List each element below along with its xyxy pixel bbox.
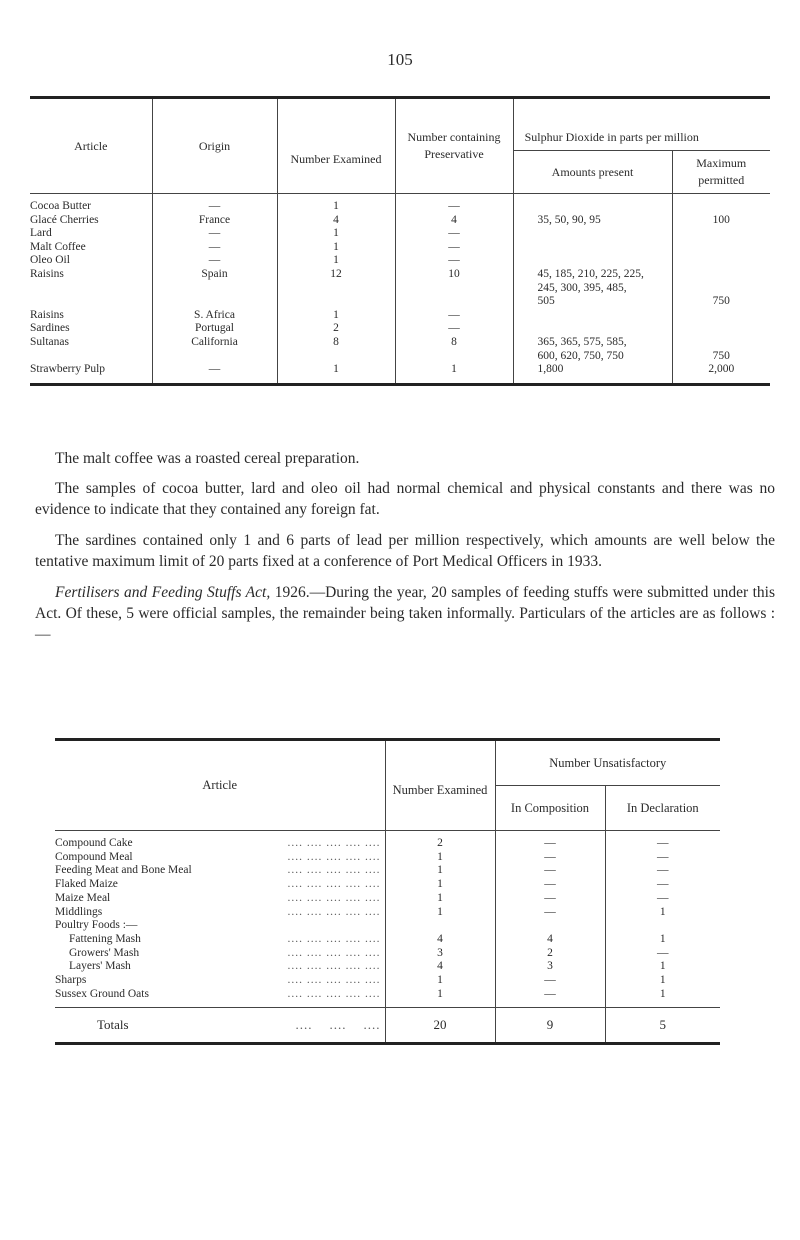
cell-amounts: 365, 365, 575, 585, (513, 336, 672, 350)
table-row (30, 241, 770, 255)
feeding-stuffs-table (55, 738, 720, 1045)
cell-declaration (605, 919, 720, 933)
cell-declaration: — (657, 864, 669, 877)
article-label: Flaked Maize (55, 878, 118, 891)
cell-article (55, 947, 385, 961)
page-number: 105 (387, 50, 413, 69)
header-article: Article (30, 98, 152, 194)
cell-maximum: 750 (712, 349, 730, 362)
cell-declaration: 1 (659, 905, 666, 918)
cell-origin (152, 350, 277, 364)
table-row (30, 363, 770, 384)
header-number-containing: Number containing Preservative (395, 98, 513, 194)
cell-amounts: 600, 620, 750, 750 (513, 350, 672, 364)
table-row (55, 906, 720, 920)
cell-examined: 2 (277, 322, 395, 336)
cell-amounts (513, 194, 672, 214)
cell-containing (395, 282, 513, 296)
header-origin: Origin (152, 98, 277, 194)
cell-amounts (513, 322, 672, 336)
cell-examined: 8 (277, 336, 395, 350)
cell-declaration: — (657, 878, 669, 891)
header-number-unsatisfactory: Number Unsatisfactory (549, 755, 667, 770)
cell-examined: 1 (385, 878, 495, 892)
leader-dots: .... .... .... .... .... (287, 946, 381, 959)
leader-dots: .... .... .... (295, 1017, 381, 1033)
cell-declaration: 1 (659, 932, 666, 945)
cell-article: Oleo Oil (30, 254, 152, 268)
cell-composition: — (495, 831, 605, 851)
article-label: Feeding Meat and Bone Meal (55, 864, 192, 877)
cell-maximum (672, 322, 770, 336)
cell-article (30, 295, 152, 309)
cell-examined (277, 350, 395, 364)
cell-amounts: 1,800 (513, 363, 672, 384)
leader-dots: .... .... .... .... .... (287, 932, 381, 945)
leader-dots: .... .... .... .... .... (287, 960, 381, 973)
article-label: Fattening Mash (69, 932, 141, 945)
table-row (55, 831, 720, 851)
article-label: Compound Meal (55, 850, 133, 863)
cell-origin: California (152, 336, 277, 350)
article-label: Layers' Mash (69, 960, 131, 973)
cell-origin: — (152, 254, 277, 268)
cell-examined: 1 (385, 864, 495, 878)
cell-article (30, 350, 152, 364)
totals-examined: 20 (385, 1008, 495, 1044)
cell-maximum (672, 336, 770, 350)
cell-examined: 1 (277, 241, 395, 255)
cell-article: Lard (30, 227, 152, 241)
cell-maximum (672, 241, 770, 255)
cell-origin: — (152, 363, 277, 384)
table-row (30, 268, 770, 282)
table-row (30, 295, 770, 309)
article-label: Growers' Mash (69, 946, 140, 959)
cell-examined (277, 295, 395, 309)
table-row (30, 350, 770, 364)
cell-composition: — (495, 906, 605, 920)
table-row (30, 214, 770, 228)
header-in-composition: In Composition (495, 786, 605, 831)
cell-origin: — (152, 227, 277, 241)
preservatives-table (30, 96, 770, 386)
article-label: Sussex Ground Oats (55, 987, 149, 1000)
table-row (55, 988, 720, 1008)
header-sulphur-dioxide: Sulphur Dioxide in parts per million (513, 98, 770, 151)
cell-examined: 2 (385, 831, 495, 851)
cell-article (55, 974, 385, 988)
cell-containing: — (395, 227, 513, 241)
cell-composition: — (495, 851, 605, 865)
cell-examined: 12 (277, 268, 395, 282)
article-label: Middlings (55, 905, 103, 918)
cell-amounts: 45, 185, 210, 225, 225, (513, 268, 672, 282)
totals-declaration: 5 (605, 1008, 720, 1044)
table-row (30, 194, 770, 214)
cell-article: Strawberry Pulp (30, 363, 152, 384)
cell-article: Raisins (30, 309, 152, 323)
table-row (55, 851, 720, 865)
cell-maximum (672, 268, 770, 282)
cell-containing: — (395, 241, 513, 255)
cell-composition (495, 919, 605, 933)
cell-examined: 1 (277, 254, 395, 268)
table-row (55, 960, 720, 974)
cell-origin: France (152, 214, 277, 228)
table-row (55, 933, 720, 947)
cell-article (55, 864, 385, 878)
cell-containing: 4 (395, 214, 513, 228)
table-row (30, 322, 770, 336)
cell-article: Glacé Cherries (30, 214, 152, 228)
header-number-examined: Number Examined (277, 98, 395, 194)
cell-containing (395, 350, 513, 364)
cell-composition: — (495, 974, 605, 988)
table-row (55, 974, 720, 988)
cell-containing: — (395, 322, 513, 336)
cell-origin (152, 282, 277, 296)
cell-maximum (672, 194, 770, 214)
table-row (30, 309, 770, 323)
cell-examined: 1 (385, 851, 495, 865)
cell-maximum (672, 254, 770, 268)
paragraph-sardines: The sardines contained only 1 and 6 parts of lead per million respectively, which amounts are well below the tentative maximum limit of 20 parts fixed at a conference of Port Medical Officers in 1933. (35, 532, 775, 570)
cell-article (55, 831, 385, 851)
cell-article: Sultanas (30, 336, 152, 350)
cell-composition: 4 (495, 933, 605, 947)
article-label: Poultry Foods :— (55, 919, 138, 932)
cell-maximum: 2,000 (708, 363, 735, 376)
cell-maximum (672, 282, 770, 296)
cell-maximum (672, 227, 770, 241)
cell-examined: 3 (385, 947, 495, 961)
cell-examined: 1 (277, 309, 395, 323)
leader-dots: .... .... .... .... .... (287, 974, 381, 987)
cell-declaration: 1 (659, 974, 666, 987)
cell-amounts: 245, 300, 395, 485, (513, 282, 672, 296)
cell-containing: — (395, 194, 513, 214)
leader-dots: .... .... .... .... .... (287, 878, 381, 891)
cell-composition: — (495, 864, 605, 878)
cell-maximum: 750 (712, 295, 730, 308)
cell-article (30, 282, 152, 296)
cell-examined: 1 (277, 194, 395, 214)
cell-origin (152, 295, 277, 309)
leader-dots: .... .... .... .... .... (287, 864, 381, 877)
cell-origin: — (152, 194, 277, 214)
header-amounts-present: Amounts present (513, 151, 672, 194)
cell-amounts: 505 (513, 295, 672, 309)
table-row (55, 878, 720, 892)
cell-examined (385, 919, 495, 933)
cell-article: Sardines (30, 322, 152, 336)
table-row (30, 254, 770, 268)
cell-article (55, 892, 385, 906)
cell-examined: 4 (385, 960, 495, 974)
cell-composition: — (495, 892, 605, 906)
paragraph-fertilisers-act: Fertilisers and Feeding Stuffs Act, 1926.—During the year, 20 samples of feeding stuffs were submitted under this Act. Of these, 5 were official samples, the remainder being taken informally. Particulars of the articles are as follows :— (35, 584, 775, 643)
cell-article (55, 919, 385, 933)
cell-declaration: — (657, 850, 669, 863)
act-title: Fertilisers and Feeding Stuffs Act, (55, 584, 271, 601)
article-label: Maize Meal (55, 891, 111, 904)
article-label: Sharps (55, 974, 87, 987)
cell-composition: — (495, 988, 605, 1008)
cell-article: Raisins (30, 268, 152, 282)
table-row (30, 336, 770, 350)
cell-maximum: 100 (712, 213, 730, 226)
table-row (30, 227, 770, 241)
cell-origin: Portugal (152, 322, 277, 336)
table-row (55, 892, 720, 906)
cell-examined: 1 (385, 906, 495, 920)
cell-origin: Spain (152, 268, 277, 282)
cell-declaration: 1 (659, 960, 666, 973)
cell-containing (395, 295, 513, 309)
header-maximum-permitted: Maximum permitted (672, 151, 770, 194)
cell-article (55, 851, 385, 865)
cell-article (55, 960, 385, 974)
cell-declaration: 1 (659, 987, 666, 1000)
header-article-2: Article (55, 740, 385, 831)
cell-amounts (513, 241, 672, 255)
cell-article (55, 933, 385, 947)
cell-containing: 1 (395, 363, 513, 384)
table-row (30, 282, 770, 296)
cell-declaration: — (657, 891, 669, 904)
cell-origin: — (152, 241, 277, 255)
header-in-declaration: In Declaration (605, 786, 720, 831)
cell-examined: 1 (277, 227, 395, 241)
cell-containing: — (395, 309, 513, 323)
cell-maximum (672, 309, 770, 323)
totals-label: Totals .... .... .... (55, 1008, 385, 1044)
cell-declaration: — (657, 946, 669, 959)
cell-article (55, 988, 385, 1008)
cell-examined: 1 (277, 363, 395, 384)
cell-article: Malt Coffee (30, 241, 152, 255)
cell-article: Cocoa Butter (30, 194, 152, 214)
article-label: Compound Cake (55, 837, 133, 849)
cell-declaration: — (657, 837, 669, 849)
leader-dots: .... .... .... .... .... (287, 891, 381, 904)
cell-composition: 2 (495, 947, 605, 961)
cell-amounts (513, 254, 672, 268)
leader-dots: .... .... .... .... .... (287, 987, 381, 1000)
cell-examined (277, 282, 395, 296)
totals-row (55, 1008, 720, 1044)
table-row (55, 919, 720, 933)
leader-dots: .... .... .... .... .... (287, 837, 381, 849)
cell-amounts (513, 227, 672, 241)
cell-examined: 4 (277, 214, 395, 228)
cell-origin: S. Africa (152, 309, 277, 323)
cell-amounts (513, 309, 672, 323)
leader-dots: .... .... .... .... .... (287, 850, 381, 863)
cell-examined: 4 (385, 933, 495, 947)
cell-article (55, 906, 385, 920)
cell-containing: 8 (395, 336, 513, 350)
cell-amounts: 35, 50, 90, 95 (513, 214, 672, 228)
totals-composition: 9 (495, 1008, 605, 1044)
table-row (55, 864, 720, 878)
leader-dots: .... .... .... .... .... (287, 905, 381, 918)
cell-containing: — (395, 254, 513, 268)
header-number-examined-2: Number Examined (385, 740, 495, 831)
cell-examined: 1 (385, 892, 495, 906)
table-row (55, 947, 720, 961)
cell-article (55, 878, 385, 892)
cell-examined: 1 (385, 988, 495, 1008)
paragraph-cocoa-butter: The samples of cocoa butter, lard and oleo oil had normal chemical and physical constants and there was no evidence to indicate that they contained any foreign fat. (35, 480, 775, 518)
cell-composition: — (495, 878, 605, 892)
paragraph-malt-coffee: The malt coffee was a roasted cereal preparation. (55, 450, 360, 467)
cell-containing: 10 (395, 268, 513, 282)
cell-composition: 3 (495, 960, 605, 974)
cell-examined: 1 (385, 974, 495, 988)
